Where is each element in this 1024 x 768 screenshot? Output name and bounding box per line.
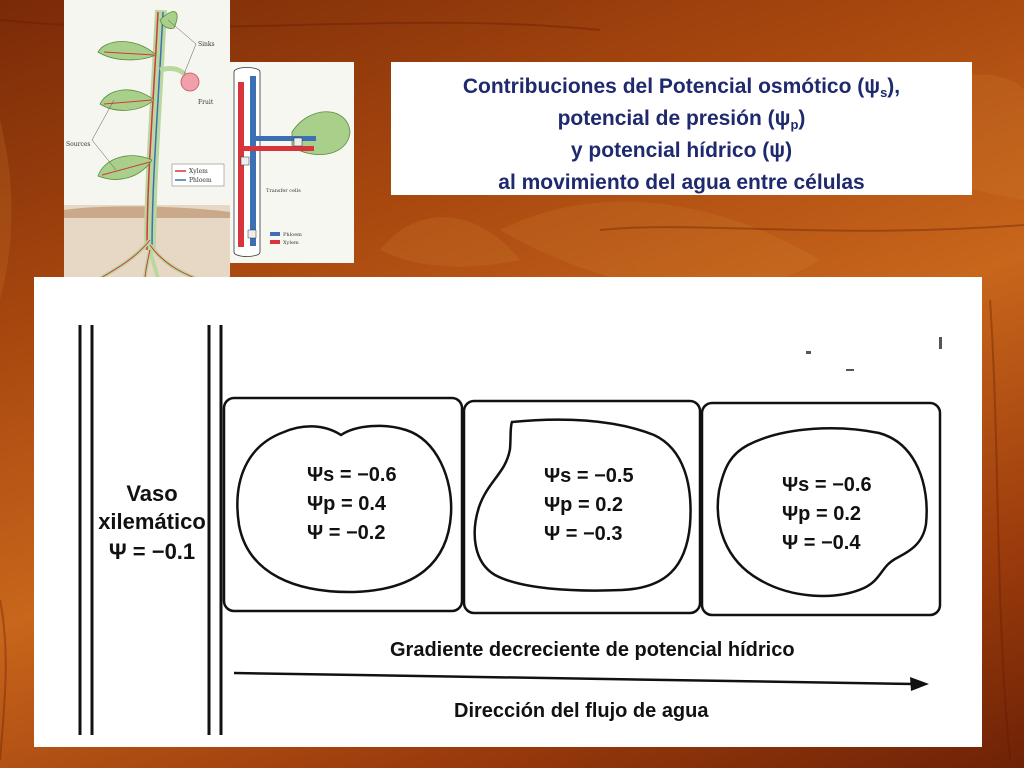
fruit: [181, 73, 199, 91]
cell-legend-phloem: Phloem: [283, 232, 302, 238]
cell-2-psi: Ψ = −0.3: [544, 523, 623, 545]
leaf-3: [98, 156, 152, 180]
label-sinks: Sinks: [198, 41, 215, 48]
label-sources: Sources: [66, 141, 91, 148]
title-line-2: potencial de presión $(\psi_p)$: [557, 107, 806, 132]
gradient-label: Gradiente decreciente de potencial hídrico: [390, 639, 795, 661]
vessel-label-psi: Ψ = −0.1: [108, 539, 196, 564]
title-line-4: al movimiento del agua entre células: [498, 171, 865, 194]
water-potential-diagram: [34, 277, 982, 747]
legend-xylem: Xylem: [189, 168, 208, 175]
flow-label: Dirección del flujo de agua: [454, 700, 709, 722]
cell-1-psi-p: Ψp = 0.4: [307, 493, 386, 515]
cell-1-psi-s: Ψs = −0.6: [307, 464, 397, 486]
leaf-1: [98, 41, 156, 59]
title-line-1: Contribuciones del Potencial osmótico $(\psi_s)$,: [462, 75, 901, 100]
cell-3-psi: Ψ = −0.4: [782, 532, 861, 554]
cell-3-psi-s: Ψs = −0.6: [782, 474, 872, 496]
slide-title: [391, 62, 972, 195]
cell-3-psi-p: Ψp = 0.2: [782, 503, 861, 525]
vessel-label-line1: Vaso: [126, 481, 178, 506]
cell-legend-xylem: Xylem: [283, 240, 299, 246]
phloem-loading-figure: [230, 62, 354, 263]
cell-2-psi-s: Ψs = −0.5: [544, 465, 634, 487]
flow-arrow-head: [910, 677, 929, 691]
plant-transport-figure: [64, 0, 230, 318]
cell-1-psi: Ψ = −0.2: [307, 522, 386, 544]
title-line-3: y potencial hídrico (ψ): [570, 139, 793, 162]
cell-2-psi-p: Ψp = 0.2: [544, 494, 623, 516]
legend-phloem: Phloem: [189, 177, 212, 184]
vessel-label-line2: xilemático: [98, 509, 206, 534]
label-fruit: Fruit: [198, 99, 214, 106]
flow-arrow-line: [234, 673, 914, 684]
phloem-tube: [250, 76, 256, 246]
label-transfer-cells: Transfer cells: [266, 188, 301, 194]
